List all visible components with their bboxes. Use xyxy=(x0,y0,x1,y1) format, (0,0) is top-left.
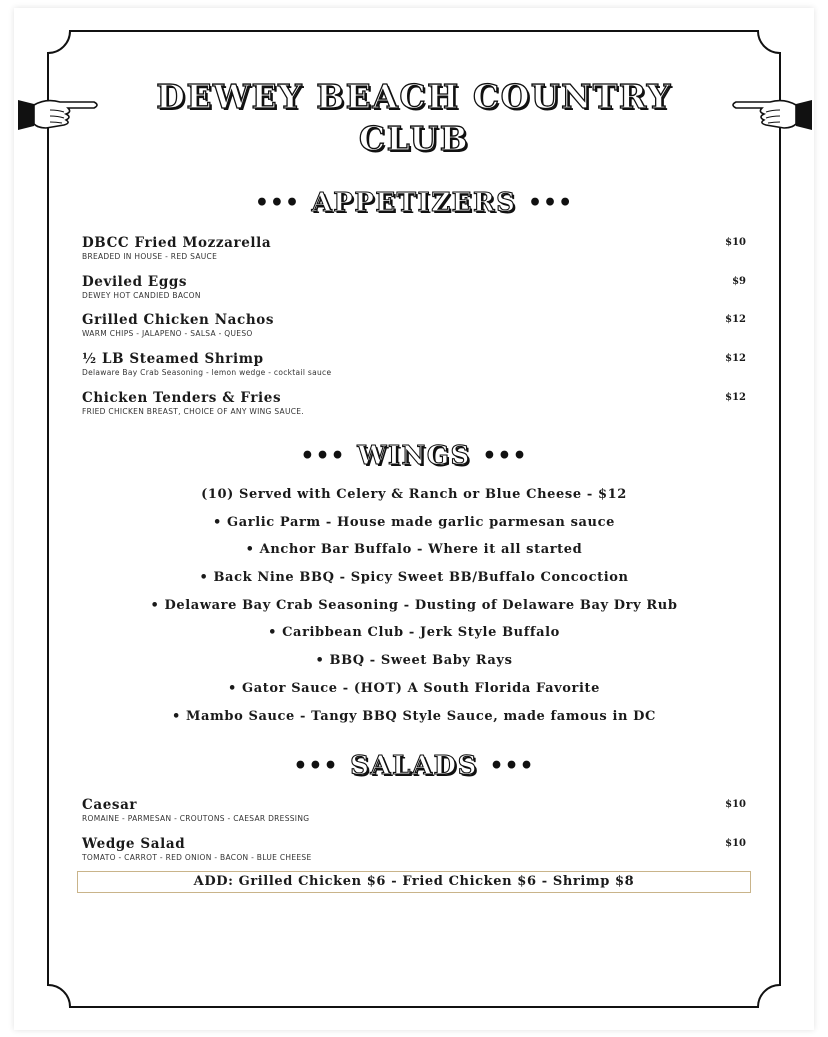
pointing-hand-left-icon xyxy=(730,92,814,136)
wing-flavor: • Back Nine BBQ - Spicy Sweet BB/Buffalo Concoction xyxy=(199,570,629,585)
restaurant-title xyxy=(100,76,728,160)
wings-heading xyxy=(0,441,828,471)
item-name: DBCC Fried Mozzarella xyxy=(82,235,272,251)
item-price: $12 xyxy=(725,314,746,325)
item-description: DEWEY HOT CANDIED BACON xyxy=(82,291,201,300)
item-description: Delaware Bay Crab Seasoning - lemon wedge - cocktail sauce xyxy=(82,368,332,377)
menu-item xyxy=(82,235,748,263)
heading-dots-left: ••• xyxy=(254,190,301,216)
wing-flavor: • BBQ - Sweet Baby Rays xyxy=(315,653,513,668)
item-description: TOMATO - CARROT - RED ONION - BACON - BLUE CHEESE xyxy=(82,853,312,862)
appetizers-heading-label: APPETIZERS xyxy=(311,188,517,218)
title-line-2: CLUB xyxy=(358,119,470,158)
item-name: Deviled Eggs xyxy=(82,274,188,290)
wing-flavor: • Mambo Sauce - Tangy BBQ Style Sauce, made famous in DC xyxy=(171,709,656,724)
item-name: Grilled Chicken Nachos xyxy=(82,312,275,328)
wing-flavor: • Garlic Parm - House made garlic parmesan sauce xyxy=(213,515,615,530)
menu-item xyxy=(82,797,748,825)
heading-dots-left: ••• xyxy=(293,753,339,779)
pointing-hand-right-icon xyxy=(16,92,100,136)
menu-item xyxy=(82,274,748,302)
heading-dots-right: ••• xyxy=(527,190,574,216)
item-price: $9 xyxy=(732,276,746,287)
item-description: ROMAINE - PARMESAN - CROUTONS - CAESAR DRESSING xyxy=(82,814,310,823)
menu-item xyxy=(82,390,748,418)
item-name: Chicken Tenders & Fries xyxy=(82,390,282,406)
item-name: Wedge Salad xyxy=(82,836,186,852)
menu-item xyxy=(82,836,748,864)
item-name: Caesar xyxy=(82,797,138,813)
salad-addon-box: ADD: Grilled Chicken $6 - Fried Chicken $6 - Shrimp $8 xyxy=(77,871,751,893)
wing-flavor: • Delaware Bay Crab Seasoning - Dusting of Delaware Bay Dry Rub xyxy=(150,598,678,613)
item-price: $12 xyxy=(725,353,746,364)
item-description: WARM CHIPS - JALAPENO - SALSA - QUESO xyxy=(82,329,253,338)
item-price: $12 xyxy=(725,392,746,403)
item-name: ½ LB Steamed Shrimp xyxy=(82,351,264,367)
appetizers-heading xyxy=(0,188,828,218)
item-price: $10 xyxy=(725,838,746,849)
wings-heading-label: WINGS xyxy=(357,441,471,471)
item-description: BREADED IN HOUSE - RED SAUCE xyxy=(82,252,218,261)
wing-flavor: • Anchor Bar Buffalo - Where it all started xyxy=(245,542,583,557)
salads-heading-label: SALADS xyxy=(350,751,478,781)
item-price: $10 xyxy=(725,799,746,810)
wing-flavor: • Gator Sauce - (HOT) A South Florida Favorite xyxy=(227,681,601,696)
heading-dots-left: ••• xyxy=(300,443,346,469)
menu-item xyxy=(82,351,748,379)
item-description: FRIED CHICKEN BREAST, CHOICE OF ANY WING SAUCE. xyxy=(82,407,305,416)
heading-dots-right: ••• xyxy=(482,443,528,469)
item-price: $10 xyxy=(725,237,746,248)
salads-heading xyxy=(0,751,828,781)
wings-intro: (10) Served with Celery & Ranch or Blue Cheese - $12 xyxy=(201,487,627,502)
wing-flavor: • Caribbean Club - Jerk Style Buffalo xyxy=(268,625,560,640)
menu-item xyxy=(82,312,748,340)
title-line-1: DEWEY BEACH COUNTRY xyxy=(156,77,672,116)
heading-dots-right: ••• xyxy=(489,753,535,779)
